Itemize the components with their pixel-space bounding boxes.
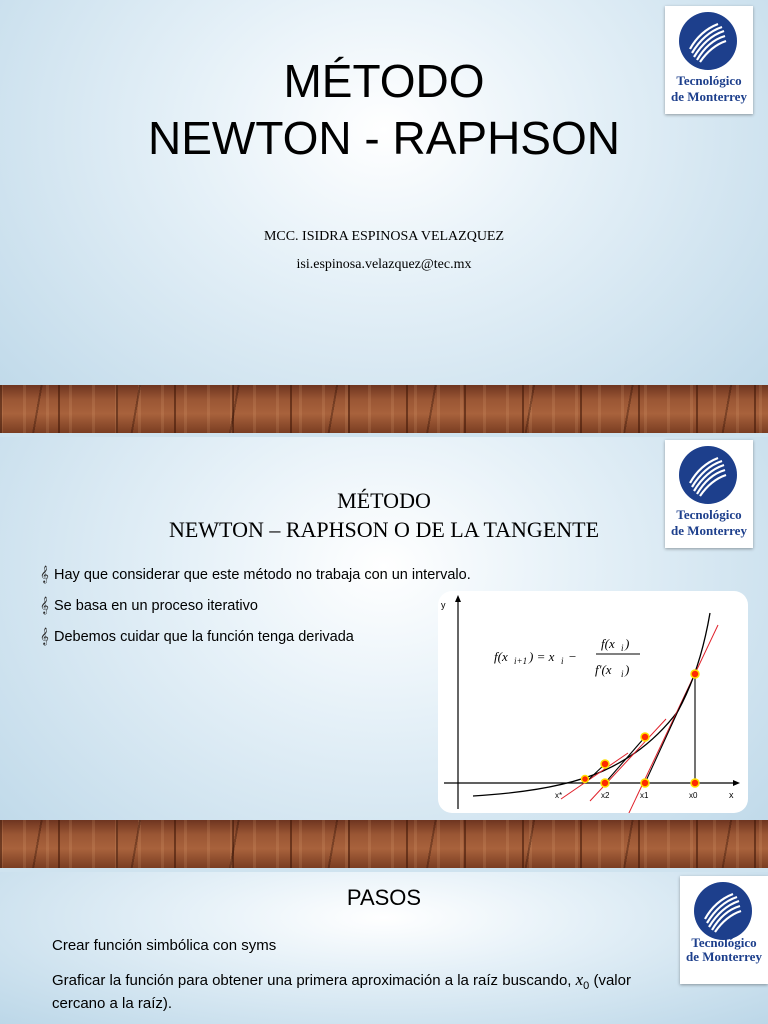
bullet-item: 𝄞 Hay que considerar que este método no trabaja con un intervalo. (40, 566, 471, 583)
tec-logo (665, 6, 753, 114)
treble-clef-icon: 𝄞 (40, 597, 49, 614)
svg-text:i: i (621, 669, 624, 679)
svg-text:i+1: i+1 (514, 656, 528, 666)
function-curve (473, 613, 710, 796)
wood-floor (0, 385, 768, 433)
logo-text-line2: de Monterrey (671, 89, 747, 104)
tangent-line (561, 753, 628, 799)
svg-text:i: i (621, 643, 624, 653)
tick-label: x0 (689, 791, 698, 800)
logo-text-line2: de Monterrey (671, 523, 747, 538)
logo-text-line1: Tecnológico (676, 507, 742, 522)
author-name: MCC. ISIDRA ESPINOSA VELAZQUEZ (263, 229, 505, 244)
y-axis-label: y (441, 600, 446, 610)
slide-heading: PASOS (346, 885, 422, 910)
logo-text-line1: Tecnológico (676, 73, 742, 88)
x-axis-label: x (729, 790, 734, 800)
slide-title-line1: MÉTODO (283, 55, 485, 107)
bullet-item: 𝄞 Debemos cuidar que la función tenga derivada (40, 628, 354, 645)
tec-emblem-icon (678, 11, 738, 71)
tick-label: x1 (640, 791, 649, 800)
newton-formula (494, 636, 640, 679)
step-text: Crear función simbólica con syms (52, 937, 277, 954)
tick-label: x2 (601, 791, 610, 800)
svg-text:): ) (625, 662, 630, 677)
svg-text:−: − (568, 649, 577, 664)
logo-text-line1: Tecnológico (691, 935, 757, 950)
svg-text:i: i (561, 656, 564, 666)
bullet-item: 𝄞 Se basa en un proceso iterativo (40, 597, 258, 614)
wood-floor (0, 820, 768, 868)
slide-title-line2: NEWTON - RAPHSON (148, 112, 620, 164)
treble-clef-icon: 𝄞 (40, 566, 49, 583)
step-text: Graficar la función para obtener una primera aproximación a la raíz buscando, $x_0$ (valor (52, 970, 631, 992)
author-email: isi.espinosa.velazquez@tec.mx (296, 257, 472, 272)
svg-text:f′(x: f′(x (595, 662, 612, 677)
slide-heading-line2: NEWTON – RAPHSON O DE LA TANGENTE (168, 517, 600, 542)
step-text-continuation: cercano a la raíz). (52, 995, 173, 1012)
svg-text:) = x: ) = x (529, 649, 555, 664)
svg-text:): ) (625, 636, 630, 651)
slide-title (0, 0, 768, 433)
logo-text-line2: de Monterrey (686, 949, 762, 964)
slide-steps (0, 872, 768, 1024)
svg-text:f(x: f(x (601, 636, 615, 651)
newton-raphson-diagram (438, 591, 748, 813)
slide-method (0, 437, 768, 868)
slide-heading-line1: MÉTODO (337, 488, 431, 513)
treble-clef-icon: 𝄞 (40, 628, 49, 645)
tick-label: x* (555, 791, 563, 800)
svg-text:f(x: f(x (494, 649, 508, 664)
